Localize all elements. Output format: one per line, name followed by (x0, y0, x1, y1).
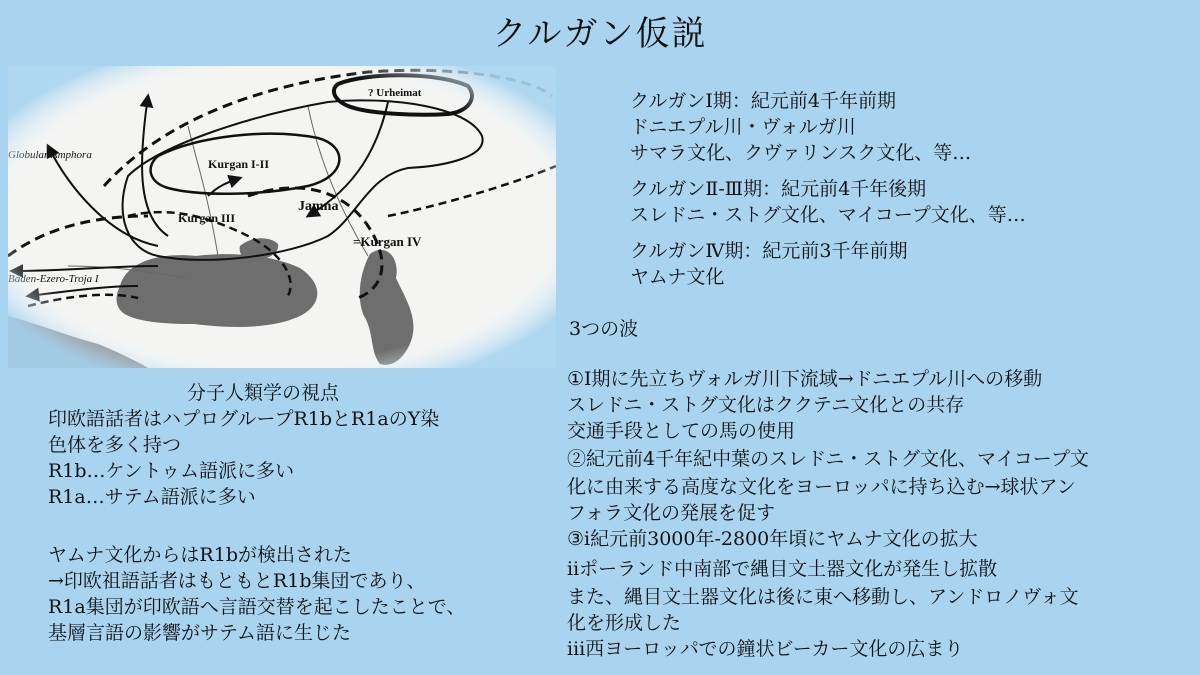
kurgan-map (8, 66, 556, 368)
period-line: ドニエプル川・ヴォルガ川 (630, 116, 856, 138)
slide-title: クルガン仮説 (492, 14, 708, 54)
yamna-line: ヤムナ文化からはR1bが検出された (48, 544, 352, 566)
period-line: サマラ文化、クヴァリンスク文化、等… (630, 142, 972, 164)
period-heading: クルガンⅣ期：紀元前3千年前期 (630, 240, 908, 262)
period-heading: クルガンⅡ-Ⅲ期：紀元前4千年後期 (630, 178, 927, 200)
molecular-line: 色体を多く持つ (48, 434, 182, 456)
molecular-line: R1b…ケントゥム語派に多い (48, 460, 295, 482)
molecular-heading: 分子人類学の視点 (187, 382, 340, 404)
waves-line: スレドニ・ストグ文化はククテニ文化との共存 (567, 394, 965, 416)
waves-line: ③ⅰ紀元前3000年-2800年頃にヤムナ文化の拡大 (567, 528, 978, 550)
waves-line: ②紀元前4千年紀中葉のスレドニ・ストグ文化、マイコープ文 (567, 448, 1089, 470)
molecular-line: 印欧語話者はハプログループR1bとR1aのY染 (48, 408, 440, 430)
waves-line: ⅲ西ヨーロッパでの鐘状ビーカー文化の広まり (567, 638, 964, 660)
period-line: スレドニ・ストグ文化、マイコープ文化、等… (630, 204, 1026, 226)
yamna-line: R1a集団が印欧語へ言語交替を起こしたことで、 (48, 596, 466, 618)
waves-line: フォラ文化の発展を促す (567, 502, 776, 524)
waves-line: ①Ⅰ期に先立ちヴォルガ川下流域→ドニエプル川への移動 (567, 368, 1043, 390)
waves-line: 交通手段としての馬の使用 (567, 420, 796, 442)
waves-line: 化を形成した (567, 612, 682, 634)
waves-line: 化に由来する高度な文化をヨーロッパに持ち込む→球状アン (567, 476, 1076, 498)
molecular-line: R1a…サテム語派に多い (48, 486, 256, 508)
yamna-line: 基層言語の影響がサテム語に生じた (48, 622, 352, 644)
waves-line: また、縄目文土器文化は後に東へ移動し、アンドロノヴォ文 (567, 586, 1079, 608)
yamna-line: →印欧祖語話者はもともとR1b集団であり、 (48, 570, 426, 592)
period-heading: クルガンⅠ期：紀元前4千年前期 (630, 90, 897, 112)
waves-heading: 3つの波 (569, 318, 639, 340)
waves-line: ⅱポーランド中南部で縄目文土器文化が発生し拡散 (567, 558, 998, 580)
period-line: ヤムナ文化 (630, 266, 725, 288)
